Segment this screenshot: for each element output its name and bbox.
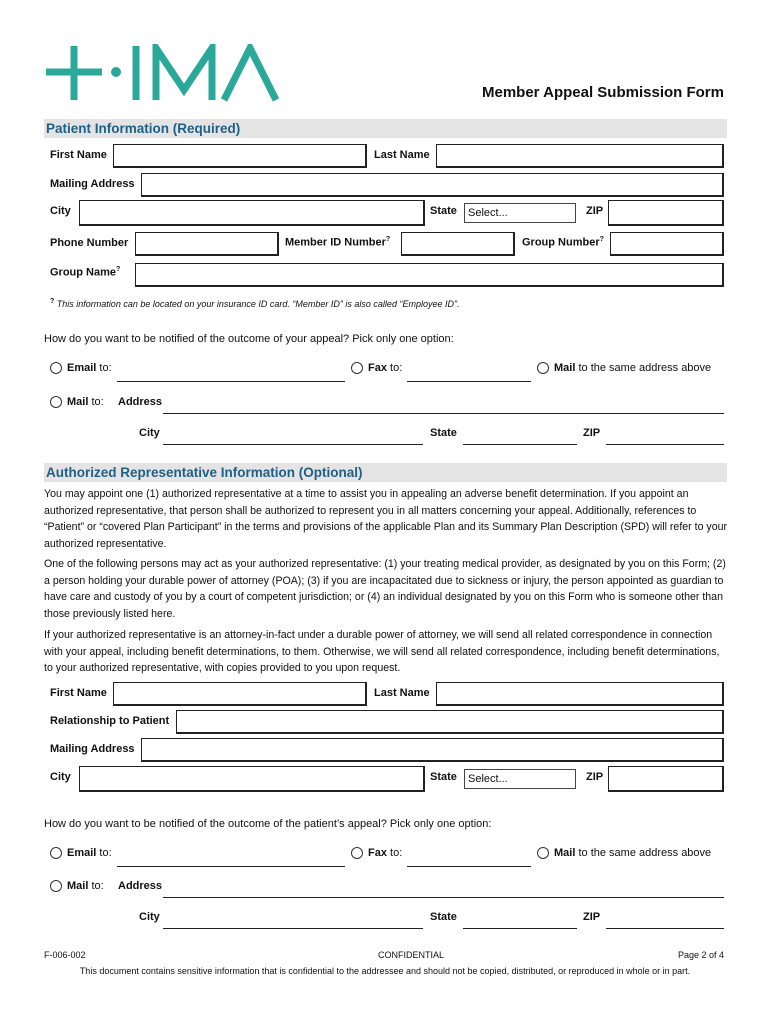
zip-label: ZIP: [583, 911, 601, 923]
form-title: Member Appeal Submission Form: [482, 84, 724, 101]
state-label: State: [430, 205, 457, 217]
rep-last-name-field[interactable]: [436, 682, 724, 706]
fax-option-label: Fax to:: [368, 847, 403, 859]
mailing-address-field[interactable]: [141, 173, 724, 197]
fax-input-line[interactable]: [407, 380, 531, 382]
page-number: Page 2 of 4: [677, 950, 724, 960]
zip-label: ZIP: [583, 427, 601, 439]
footnote: ? This information can be located on your insurance ID card. “Member ID” is also called “Employee ID”.: [50, 298, 460, 309]
rep-mailing-address-label: Mailing Address: [50, 743, 135, 755]
member-id-field[interactable]: [401, 232, 515, 256]
zip-label: ZIP: [586, 205, 604, 217]
notify-question: How do you want to be notified of the outcome of the patient’s appeal? Pick only one option:: [44, 818, 492, 830]
fax-radio[interactable]: [351, 847, 363, 859]
member-id-label: Member ID Number?: [285, 236, 391, 249]
city-label: City: [139, 911, 160, 923]
state-select[interactable]: Select...: [464, 203, 576, 223]
address-input-line[interactable]: [163, 896, 724, 898]
rep-paragraph-3: If your authorized representative is an attorney-in-fact under a durable power of attorney, we will send all related correspondence in connection with your appeal, including benefit determinations, to them. Otherwise, we will send all related correspondence, including benefit determinations, to your authorized representative, with copies provided to you upon request.: [44, 629, 720, 675]
hma-logo: [44, 44, 284, 102]
group-name-field[interactable]: [135, 263, 724, 287]
group-name-label: Group Name?: [50, 266, 121, 279]
disclaimer: This document contains sensitive information that is confidential to the addressee and should not be copied, distributed, or reproduced in whole or in part.: [79, 966, 691, 976]
city-field[interactable]: [79, 200, 425, 226]
rep-zip-label: ZIP: [586, 771, 604, 783]
mail-same-option-label: Mail to the same address above: [554, 362, 712, 374]
address-label: Address: [118, 880, 163, 892]
city-label: City: [50, 205, 71, 217]
confidential-label: CONFIDENTIAL: [378, 950, 445, 960]
state-label: State: [430, 427, 457, 439]
email-option-label: Email to:: [67, 362, 112, 374]
group-number-field[interactable]: [610, 232, 724, 256]
rep-zip-field[interactable]: [608, 766, 724, 792]
address-input-line[interactable]: [163, 412, 724, 414]
email-radio[interactable]: [50, 847, 62, 859]
zip-input-line[interactable]: [606, 927, 724, 929]
state-label: State: [430, 911, 457, 923]
rep-first-name-label: First Name: [50, 687, 107, 699]
email-input-line[interactable]: [117, 380, 345, 382]
fax-option-label: Fax to:: [368, 362, 403, 374]
email-option-label: Email to:: [67, 847, 112, 859]
rep-first-name-field[interactable]: [113, 682, 367, 706]
rep-paragraph-1: You may appoint one (1) authorized representative at a time to assist you in appealing an adverse benefit determination. If you appoint an authorized representative, that person shall be authorized to represent you in all matters concerning your appeal. Additionally, references to “Patient” or “covered Plan Participant” in the terms and provisions of the applicable Plan and its Summary Plan Description (SPD) will refer to your authorized representative.: [44, 488, 728, 550]
email-radio[interactable]: [50, 362, 62, 374]
mailing-address-label: Mailing Address: [50, 178, 135, 190]
rep-last-name-label: Last Name: [374, 687, 430, 699]
rep-mailing-address-field[interactable]: [141, 738, 724, 762]
mail-same-option-label: Mail to the same address above: [554, 847, 712, 859]
city-input-line[interactable]: [163, 443, 423, 445]
mail-option-label: Mail to:: [67, 396, 104, 408]
email-input-line[interactable]: [117, 865, 345, 867]
first-name-field[interactable]: [113, 144, 367, 168]
first-name-label: First Name: [50, 149, 107, 161]
mail-same-radio[interactable]: [537, 362, 549, 374]
rep-city-field[interactable]: [79, 766, 425, 792]
rep-section-title: Authorized Representative Information (Optional): [46, 465, 363, 480]
mail-radio[interactable]: [50, 880, 62, 892]
state-input-line[interactable]: [463, 443, 577, 445]
group-number-label: Group Number?: [522, 236, 604, 249]
relationship-field[interactable]: [176, 710, 724, 734]
rep-state-label: State: [430, 771, 457, 783]
fax-radio[interactable]: [351, 362, 363, 374]
relationship-label: Relationship to Patient: [50, 715, 170, 727]
rep-city-label: City: [50, 771, 71, 783]
patient-section-title: Patient Information (Required): [46, 121, 241, 136]
fax-input-line[interactable]: [407, 865, 531, 867]
form-code: F-006-002: [44, 950, 86, 960]
mail-radio[interactable]: [50, 396, 62, 408]
rep-paragraph-2: One of the following persons may act as your authorized representative: (1) your treating medical provider, as designated by you on this Form; (2) a person holding your durable power of attorney (POA); (3) if you are incapacitated due to sickness or injury, the person appointed as guardian to have care and custody of you by a court of competent jurisdiction; or (4) an individual designated by you on this Form who is someone other than those previously listed here.: [44, 558, 726, 620]
zip-input-line[interactable]: [606, 443, 724, 445]
last-name-label: Last Name: [374, 149, 430, 161]
notify-question: How do you want to be notified of the outcome of your appeal? Pick only one option:: [44, 333, 454, 345]
city-input-line[interactable]: [163, 927, 423, 929]
phone-field[interactable]: [135, 232, 279, 256]
zip-field[interactable]: [608, 200, 724, 226]
state-input-line[interactable]: [463, 927, 577, 929]
phone-label: Phone Number: [50, 237, 129, 249]
mail-same-radio[interactable]: [537, 847, 549, 859]
last-name-field[interactable]: [436, 144, 724, 168]
mail-option-label: Mail to:: [67, 880, 104, 892]
rep-state-select[interactable]: Select...: [464, 769, 576, 789]
address-label: Address: [118, 396, 163, 408]
city-label: City: [139, 427, 160, 439]
